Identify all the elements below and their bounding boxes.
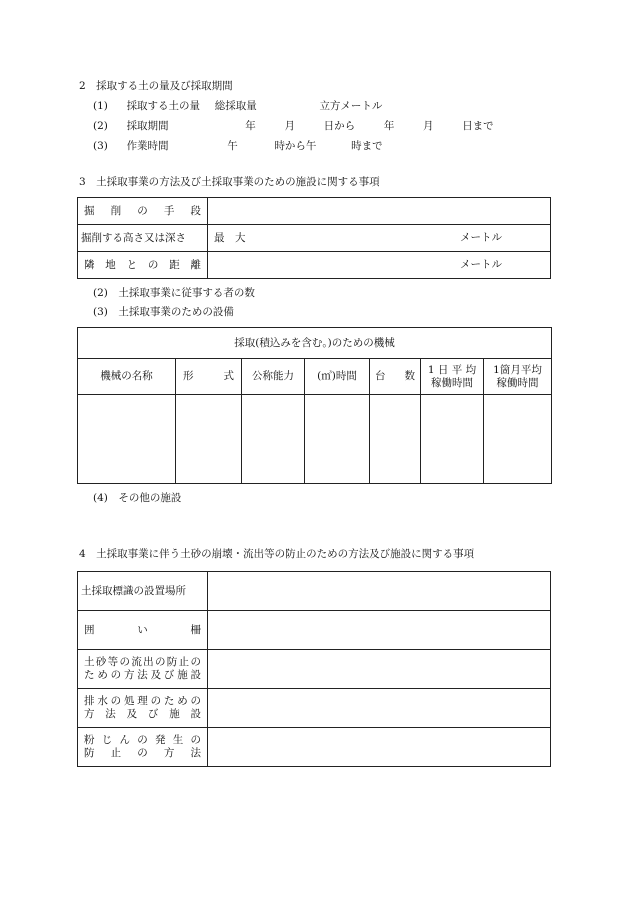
count-cell[interactable]: [370, 395, 421, 484]
col-type: 形 式: [176, 359, 242, 395]
item1-total-label: 総採取量: [214, 100, 257, 112]
excavation-method-label: 掘 削 の 手 段: [78, 198, 208, 225]
col-monthly-avg: 1箇月平均 稼働時間: [484, 359, 552, 395]
time-am: 午: [227, 140, 238, 152]
section3-item3: (3) 土採取事業のための設備: [93, 306, 234, 318]
period-day-to: 日まで: [462, 120, 494, 132]
col-capacity: 公称能力: [242, 359, 305, 395]
item1-unit: 立方メートル: [319, 100, 383, 112]
section4-heading: 4 土採取事業に伴う土砂の崩壊・流出等の防止のための方法及び施設に関する事項: [79, 548, 475, 560]
machine-name-cell[interactable]: [78, 395, 176, 484]
equipment-title: 採取(積込みを含む。)のための機械: [78, 328, 552, 359]
max-label: 最 大: [214, 231, 246, 244]
period-day-from: 日から: [323, 120, 356, 132]
section3-heading: 3 土採取事業の方法及び土採取事業のための施設に関する事項: [79, 176, 380, 188]
time-to: 時まで: [351, 140, 383, 152]
outflow-prevention-label: 土 砂 等 の 流 出 の 防 止 の た め の 方 法 及 び 施 設: [78, 650, 208, 689]
neighbor-distance-label: 隣 地 と の 距 離: [78, 252, 208, 279]
item3-number: (3): [93, 140, 108, 152]
outflow-prevention-value[interactable]: [208, 650, 551, 689]
depth-unit: メートル: [460, 231, 502, 244]
excavation-depth-value[interactable]: [208, 225, 551, 252]
dust-prevention-label: 粉 じ ん の 発 生 の 防 止 の 方 法: [78, 728, 208, 767]
section2-item3: [93, 140, 383, 153]
prevention-table: [77, 571, 551, 767]
item2-number: (2): [93, 120, 108, 132]
period-month-from: 月: [284, 120, 295, 132]
excavation-depth-row: [78, 225, 551, 252]
hours-cell[interactable]: [305, 395, 370, 484]
equipment-table: [77, 327, 552, 484]
period-year-from: 年: [245, 120, 256, 132]
item1-text: 採取する土の量: [126, 100, 201, 112]
section3-item4: (4) その他の施設: [93, 492, 182, 504]
period-month-to: 月: [423, 120, 434, 132]
dust-prevention-value[interactable]: [208, 728, 551, 767]
equipment-data-row: [78, 395, 552, 484]
fence-row: [78, 611, 551, 650]
equipment-header-row: [78, 359, 552, 395]
excavation-method-row: [78, 198, 551, 225]
outflow-prevention-row: [78, 650, 551, 689]
sign-location-value[interactable]: [208, 572, 551, 611]
item1-number: (1): [93, 100, 108, 112]
fence-value[interactable]: [208, 611, 551, 650]
distance-unit: メートル: [460, 258, 502, 271]
section3-item2: (2) 土採取事業に従事する者の数: [93, 287, 255, 299]
equipment-title-row: [78, 328, 552, 359]
drainage-label: 排 水 の 処 理 の た め の 方 法 及 び 施 設: [78, 689, 208, 728]
drainage-row: [78, 689, 551, 728]
monthly-avg-cell[interactable]: [484, 395, 552, 484]
dust-prevention-row: [78, 728, 551, 767]
sign-location-row: [78, 572, 551, 611]
item2-text: 採取期間: [126, 120, 169, 132]
drainage-value[interactable]: [208, 689, 551, 728]
daily-avg-cell[interactable]: [421, 395, 484, 484]
section2-item2: [93, 120, 494, 133]
time-from: 時から午: [274, 140, 317, 152]
section2-item1: [93, 100, 382, 113]
neighbor-distance-row: [78, 252, 551, 279]
method-table: [77, 197, 551, 279]
neighbor-distance-value[interactable]: [208, 252, 551, 279]
item3-text: 作業時間: [126, 140, 169, 152]
type-cell[interactable]: [176, 395, 242, 484]
excavation-method-value[interactable]: [208, 198, 551, 225]
sign-location-label: 土採取標識の設置場所: [78, 572, 208, 611]
fence-label: 囲 い 柵: [78, 611, 208, 650]
excavation-depth-label: 掘削する高さ又は深さ: [78, 225, 208, 252]
col-daily-avg: 1 日 平 均 稼働時間: [421, 359, 484, 395]
period-year-to: 年: [383, 120, 395, 132]
col-hours-unit: (㎥)時間: [305, 359, 370, 395]
col-count: 台 数: [370, 359, 421, 395]
col-machine-name: 機械の名称: [78, 359, 176, 395]
section2-heading: 2 採取する土の量及び採取期間: [79, 80, 233, 92]
capacity-cell[interactable]: [242, 395, 305, 484]
